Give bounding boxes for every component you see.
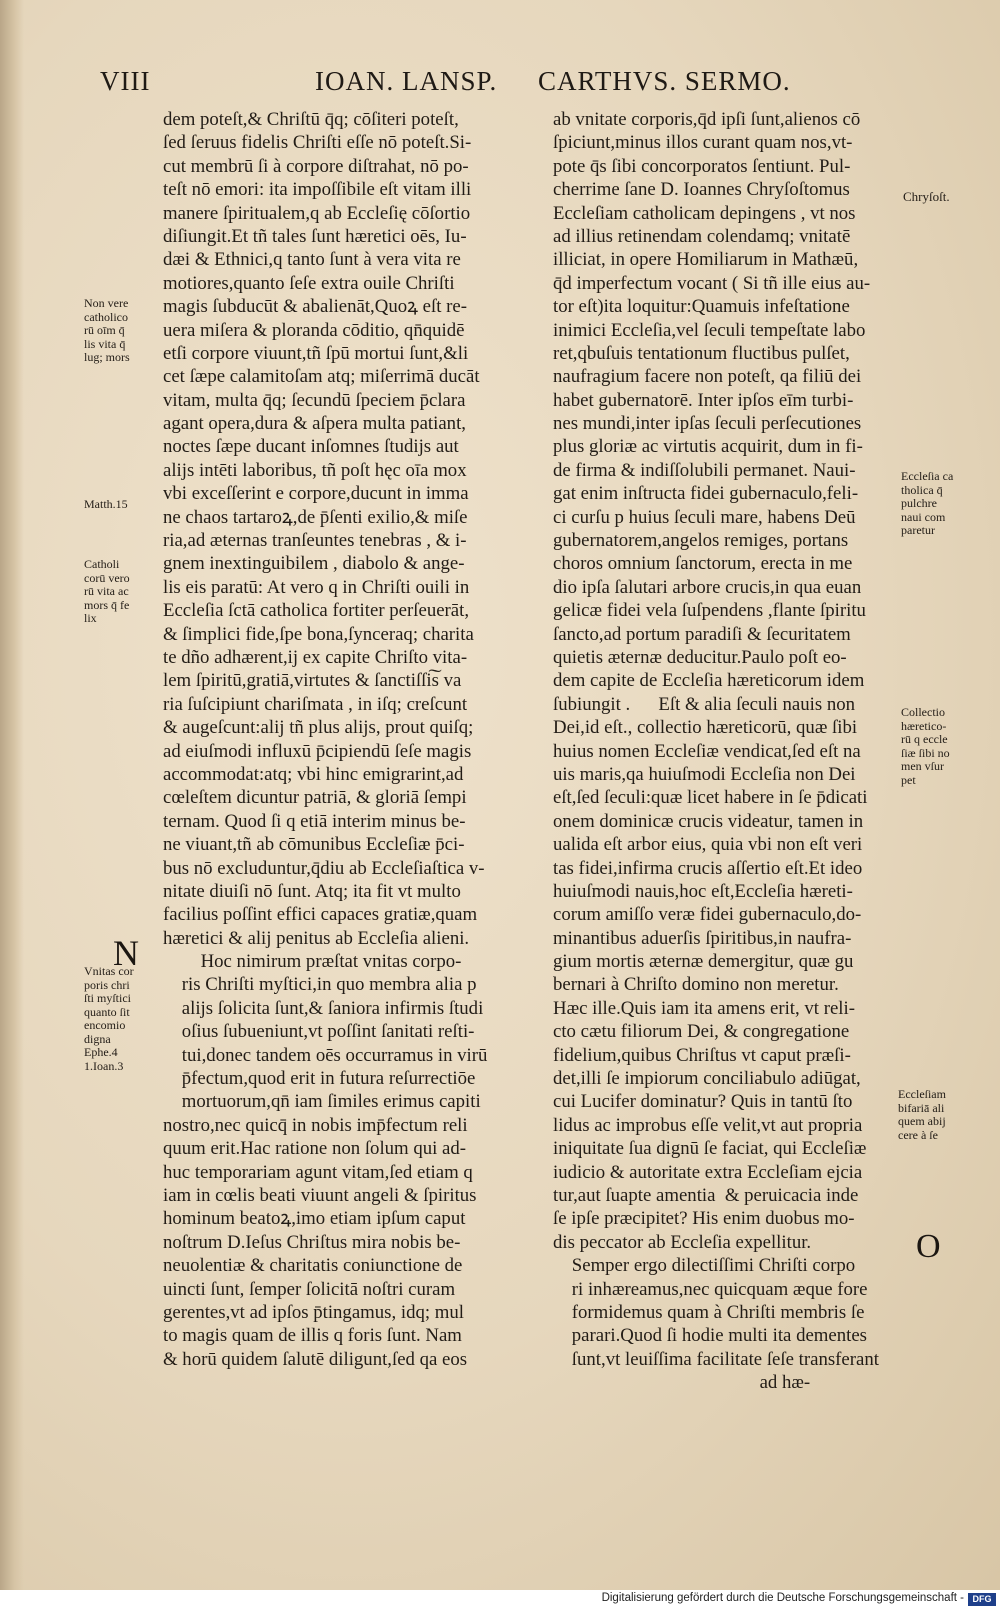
text-line: ab vnitate corporis,q̄d ipſi ſunt,alienos cō — [553, 109, 861, 130]
text-line: teſt nō emori: ita impoſſibile eſt vitam illi — [163, 179, 472, 201]
text-line: ret,qbuſuis tentationum fluctibus pulſet, — [553, 342, 850, 364]
running-head-title: CARTHVS. SERMO. — [538, 66, 791, 96]
footer-credit: Digitalisierung gefördert durch die Deutsche Forschungsgemeinschaft - — [601, 1592, 964, 1604]
text-line: ad hæ- — [553, 1372, 811, 1394]
text-line: plus gloriæ ac virtutis acquirit, dum in fi- — [553, 436, 863, 458]
text-line: iam in cœlis beati viuunt angeli & ſpiritus — [163, 1184, 477, 1206]
text-line: det,illi ſe impiorum conciliabulo adiūgat, — [553, 1068, 861, 1090]
text-line: ci curſu p huius ſeculi mare, habens Deū — [553, 506, 856, 528]
margin-note: Catholi corū vero rū vita ac mors q̄ fe lix — [84, 557, 130, 625]
text-line: minantibus aduerſis ſpiritibus,in naufra- — [553, 927, 852, 949]
text-line: uis maris,qa huiuſmodi Eccleſia non Dei — [553, 763, 856, 785]
text-line: manere ſpiritualem,q ab Eccleſię cōſortio — [163, 202, 471, 224]
text-line: ſubiungit . Eſt & alia ſeculi nauis non — [553, 693, 856, 715]
text-line: ſed ſeruus fidelis Chriſti eſſe nō poteſt.Si- — [163, 132, 472, 154]
text-line: bernari à Chriſto domino non meretur. — [553, 974, 839, 996]
text-line: Semper ergo dilectiſſimi Chriſti corpo — [553, 1255, 856, 1277]
initial-letter-o: O — [916, 1228, 941, 1265]
text-line: Eccleſiam catholicam depingens , vt nos — [553, 202, 856, 224]
text-line: noſtrum D.Ieſus Chriſtus mira nobis be- — [163, 1231, 461, 1253]
text-line: inimici Eccleſia,vel ſeculi tempeſtate labo — [553, 319, 866, 341]
text-line: tas fidei,infirma crucis aſſertio eſt.Et ideo — [553, 857, 863, 879]
text-line: ris Chriſti myſtici,in quo membra alia p — [163, 974, 477, 996]
text-line: dæi & Ethnici,q tanto ſunt à vera vita re — [163, 249, 461, 271]
text-line: magis ſubducūt & abalienāt,Quoꝝ eſt re- — [163, 296, 467, 318]
text-line: illiciat, in opere Homiliarum in Mathæū, — [553, 249, 859, 271]
text-line: corum amiſſo veræ fidei gubernaculo,do- — [553, 904, 862, 926]
text-line: tui,donec tandem oēs occurramus in virū — [163, 1044, 488, 1066]
text-line: formidemus quam à Chriſti membris ſe — [553, 1301, 865, 1323]
text-line: oſius ſubueniunt,vt poſſint ſanitati reſti- — [163, 1021, 475, 1043]
text-line: eſt,ſed ſeculi:quæ licet habere in ſe p̄dicati — [553, 787, 868, 809]
text-line: Hoc nimirum præſtat vnitas corpo- — [163, 951, 462, 973]
margin-note: Eccleſia ca tholica q̄ pulchre naui com paretur — [901, 469, 954, 537]
text-line: ſe ipſe præcipitet? His enim duobus mo- — [553, 1208, 855, 1230]
text-line: nes mundi,inter ipſas ſeculi perſecutiones — [553, 413, 862, 435]
text-line: tor eſt)ita loquitur:Quamuis infeſtatione — [553, 296, 850, 318]
text-line: lidus ac improbus eſſe velit,vt aut propria — [553, 1114, 863, 1136]
text-line: parari.Quod ſi hodie multi ita dementes — [553, 1325, 867, 1347]
right-text-column — [553, 108, 915, 1394]
text-line: dem capite de Eccleſia hæreticorum idem — [553, 670, 865, 692]
text-line: ualida eſt arbor eius, quia vbi non eſt veri — [553, 834, 863, 856]
text-line: vitam, multa q̄q; ſecundū ſpeciem p̄clara — [163, 389, 466, 411]
text-line: hæretici & alij penitus ab Eccleſia alieni. — [163, 927, 470, 949]
text-line: dis peccator ab Eccleſia expellitur. — [553, 1231, 812, 1253]
text-line: ſancto,ad portum paradiſi & ſecuritatem — [553, 623, 851, 645]
text-line: cui Lucifer dominatur? Quis in tantū ſto — [553, 1091, 853, 1113]
margin-note: Eccleſiam bifariā ali quem abij cere à ſe — [898, 1087, 946, 1142]
text-line: tur,aut ſuapte amentia & peruicacia inde — [553, 1184, 859, 1206]
text-line: alijs ſolicita ſunt,& ſaniora infirmis ſtudi — [163, 997, 484, 1019]
text-line: q̄d imperfectum vocant ( Si tñ ille eius au- — [553, 272, 871, 294]
text-line: gnem inextinguibilem , diabolo & ange- — [163, 553, 465, 575]
text-line: p̄fectum,quod erit in futura reſurrectiōe — [163, 1068, 476, 1090]
text-line: de firma & indiſſolubili permanet. Naui- — [553, 459, 856, 481]
text-line: bus nō excluduntur,q̄diu ab Eccleſiaſtica v- — [163, 857, 485, 879]
text-line: noctes ſæpe ducant inſomnes ſtudijs aut — [163, 436, 459, 458]
text-line: & augeſcunt:alij tñ plus alijs, prout quiſq; — [163, 717, 474, 739]
text-line: & horū quidem ſalutē diligunt,ſed qa eos — [163, 1348, 468, 1370]
margin-note: Chryſoſt. — [903, 189, 950, 204]
text-line: uera miſera & ploranda cōditio, qn̄quidē — [163, 319, 465, 341]
text-line: ad illius retinendam colendamq; vnitatē — [553, 225, 851, 247]
text-line: gium mortis æternæ demergitur, quæ gu — [553, 951, 854, 973]
running-head-author: IOAN. LANSP. — [315, 66, 498, 96]
text-line: Hæc ille.Quis iam ita amens erit, vt reli- — [553, 997, 855, 1019]
folio-number: VIII — [100, 66, 151, 96]
text-line: ne chaos tartaroꝝ,de p̄ſenti exilio,& miſe — [163, 506, 468, 528]
text-line: mortuorum,qn̄ iam ſimiles erimus capiti — [163, 1091, 481, 1113]
text-line: to magis quam de illis q foris ſunt. Nam — [163, 1325, 462, 1347]
text-line: onem dominicæ crucis videatur, tamen in — [553, 810, 864, 832]
text-line: pote q̄s ſibi concorporatos ſentiunt. Pul- — [553, 155, 851, 177]
text-line: ad eiuſmodi influxū p̄cipiendū ſeſe magis — [163, 740, 472, 762]
text-line: ri inhæreamus,nec quicquam æque fore — [553, 1278, 868, 1300]
running-header — [0, 66, 1000, 106]
margin-note: Non vere catholico rū oīm q̄ lis vita q̄ lug; mors — [84, 296, 130, 364]
text-line: gubernatorem,angelos remiges, portans — [553, 530, 849, 552]
text-line: naufragium facere non poteſt, qa filiū dei — [553, 366, 862, 388]
text-line: fidelium,quibus Chriſtus vt caput præſi- — [553, 1044, 851, 1066]
text-line: neuolentiæ & charitatis coniunctione de — [163, 1255, 463, 1277]
text-line: cet ſæpe calamitoſam atq; miſerrimā ducāt — [163, 366, 480, 388]
page-gutter — [0, 0, 24, 1590]
text-line: cherrime ſane D. Ioannes Chryſoſtomus — [553, 179, 850, 201]
text-line: agant opera,dura & aſpera multa patiant, — [163, 413, 466, 435]
text-line: iniquitate ſua dignū ſe faciat, qui Eccleſiæ — [553, 1138, 867, 1160]
dfg-logo: DFG — [968, 1593, 996, 1606]
text-line: Eccleſia ſctā catholica fortiter perſeuerāt, — [163, 600, 470, 622]
left-text-column — [163, 108, 521, 1371]
text-line: gat enim inſtructa fidei gubernaculo,feli- — [553, 483, 859, 505]
text-line: accommodat:atq; vbi hinc emigrarint,ad — [163, 763, 464, 785]
text-line: quum erit.Hac ratione non ſolum qui ad- — [163, 1138, 467, 1160]
text-line: hominum beatoꝝ,imo etiam ipſum caput — [163, 1208, 466, 1230]
text-line: huc temporariam agunt vitam,ſed etiam q — [163, 1161, 473, 1183]
text-line: ternam. Quod ſi q etiā interim minus be- — [163, 810, 466, 832]
text-line: cœleſtem dicuntur patriā, & gloriā ſempi — [163, 787, 467, 809]
text-line: ſpiciunt,minus illos curant quam nos,vt- — [553, 132, 853, 154]
text-line: ne viuant,tñ ab cōmunibus Eccleſiæ p̄ci- — [163, 834, 465, 856]
margin-note: Collectio hæretico- rū q eccle ſiæ ſibi no men vſur pet — [901, 705, 950, 787]
text-line: dem poteſt,& Chriſtū q̄q; cōſiteri poteſt, — [163, 109, 459, 130]
text-line: huiuſmodi nauis,hoc eſt,Eccleſia hæreti- — [553, 880, 853, 902]
text-line: habet gubernatorē. Inter ipſos eīm turbi- — [553, 389, 854, 411]
text-line: huius nomen Eccleſiæ vendicat,ſed eſt na — [553, 740, 861, 762]
digitization-footer — [0, 1590, 1000, 1610]
text-line: ſunt,vt leuiſſima facilitate ſeſe transferant — [553, 1348, 879, 1370]
text-line: uincti ſunt, ſemper ſolicitā noſtri curam — [163, 1278, 456, 1300]
text-line: ria ſuſcipiunt chariſmata , in iſq; creſcunt — [163, 693, 468, 715]
text-line: iudicio & autoritate extra Eccleſiam ejcia — [553, 1161, 863, 1183]
text-line: cut membrū ſi à corpore diſtrahat, nō po- — [163, 155, 469, 177]
text-line: choros omnium ſanctorum, erecta in me — [553, 553, 853, 575]
margin-note: Matth.15 — [84, 497, 128, 511]
text-line: lis eis paratū: At vero q in Chriſti ouili in — [163, 576, 470, 598]
text-line: nostro,nec quicq̄ in nobis imp̄fectum reli — [163, 1114, 468, 1136]
text-line: etſi corpore viuunt,tñ ſpū mortui ſunt,&li — [163, 342, 469, 364]
text-line: & ſimplici fide,ſpe bona,ſynceraq; charita — [163, 623, 474, 645]
margin-note: Vnitas cor poris chri ſti myſtici quanto ſit encomio digna Ephe.4 1.Ioan.3 — [84, 964, 134, 1073]
text-line: nitate diuiſi nō ſunt. Atq; ita fit vt multo — [163, 880, 461, 902]
initial-letter-n: N — [113, 933, 139, 973]
text-line: facilius poſſint effici capaces gratiæ,quam — [163, 904, 478, 926]
text-line: gerentes,vt ad ipſos p̄tingamus, idq; mul — [163, 1301, 464, 1323]
text-line: motiores,quanto ſeſe extra ouile Chriſti — [163, 272, 455, 294]
text-line: lem ſpiritū,gratiā,virtutes & ſanctiſſi͠s va — [163, 670, 462, 692]
text-line: Dei,id eſt., collectio hæreticorū, quæ ſibi — [553, 717, 858, 739]
text-line: diſiungit.Et tñ tales ſunt hæretici oēs, Iu- — [163, 225, 467, 247]
text-line: alijs intēti laboribus, tñ poſt hęc oīa mox — [163, 459, 467, 481]
text-line: te dño adhærent,ij ex capite Chriſto vita- — [163, 646, 468, 668]
text-line: vbi exceſſerint e corpore,ducunt in imma — [163, 483, 469, 505]
text-line: dio ipſa ſalutari arbore crucis,in qua euan — [553, 576, 862, 598]
text-line: gelicæ fidei vela ſuſpendens ,flante ſpiritu — [553, 600, 866, 622]
text-line: cto cætu filiorum Dei, & congregatione — [553, 1021, 850, 1043]
text-line: ria,ad æternas tranſeuntes tenebras , & i- — [163, 530, 467, 552]
text-line: quietis æternæ deducitur.Paulo poſt eo- — [553, 646, 847, 668]
